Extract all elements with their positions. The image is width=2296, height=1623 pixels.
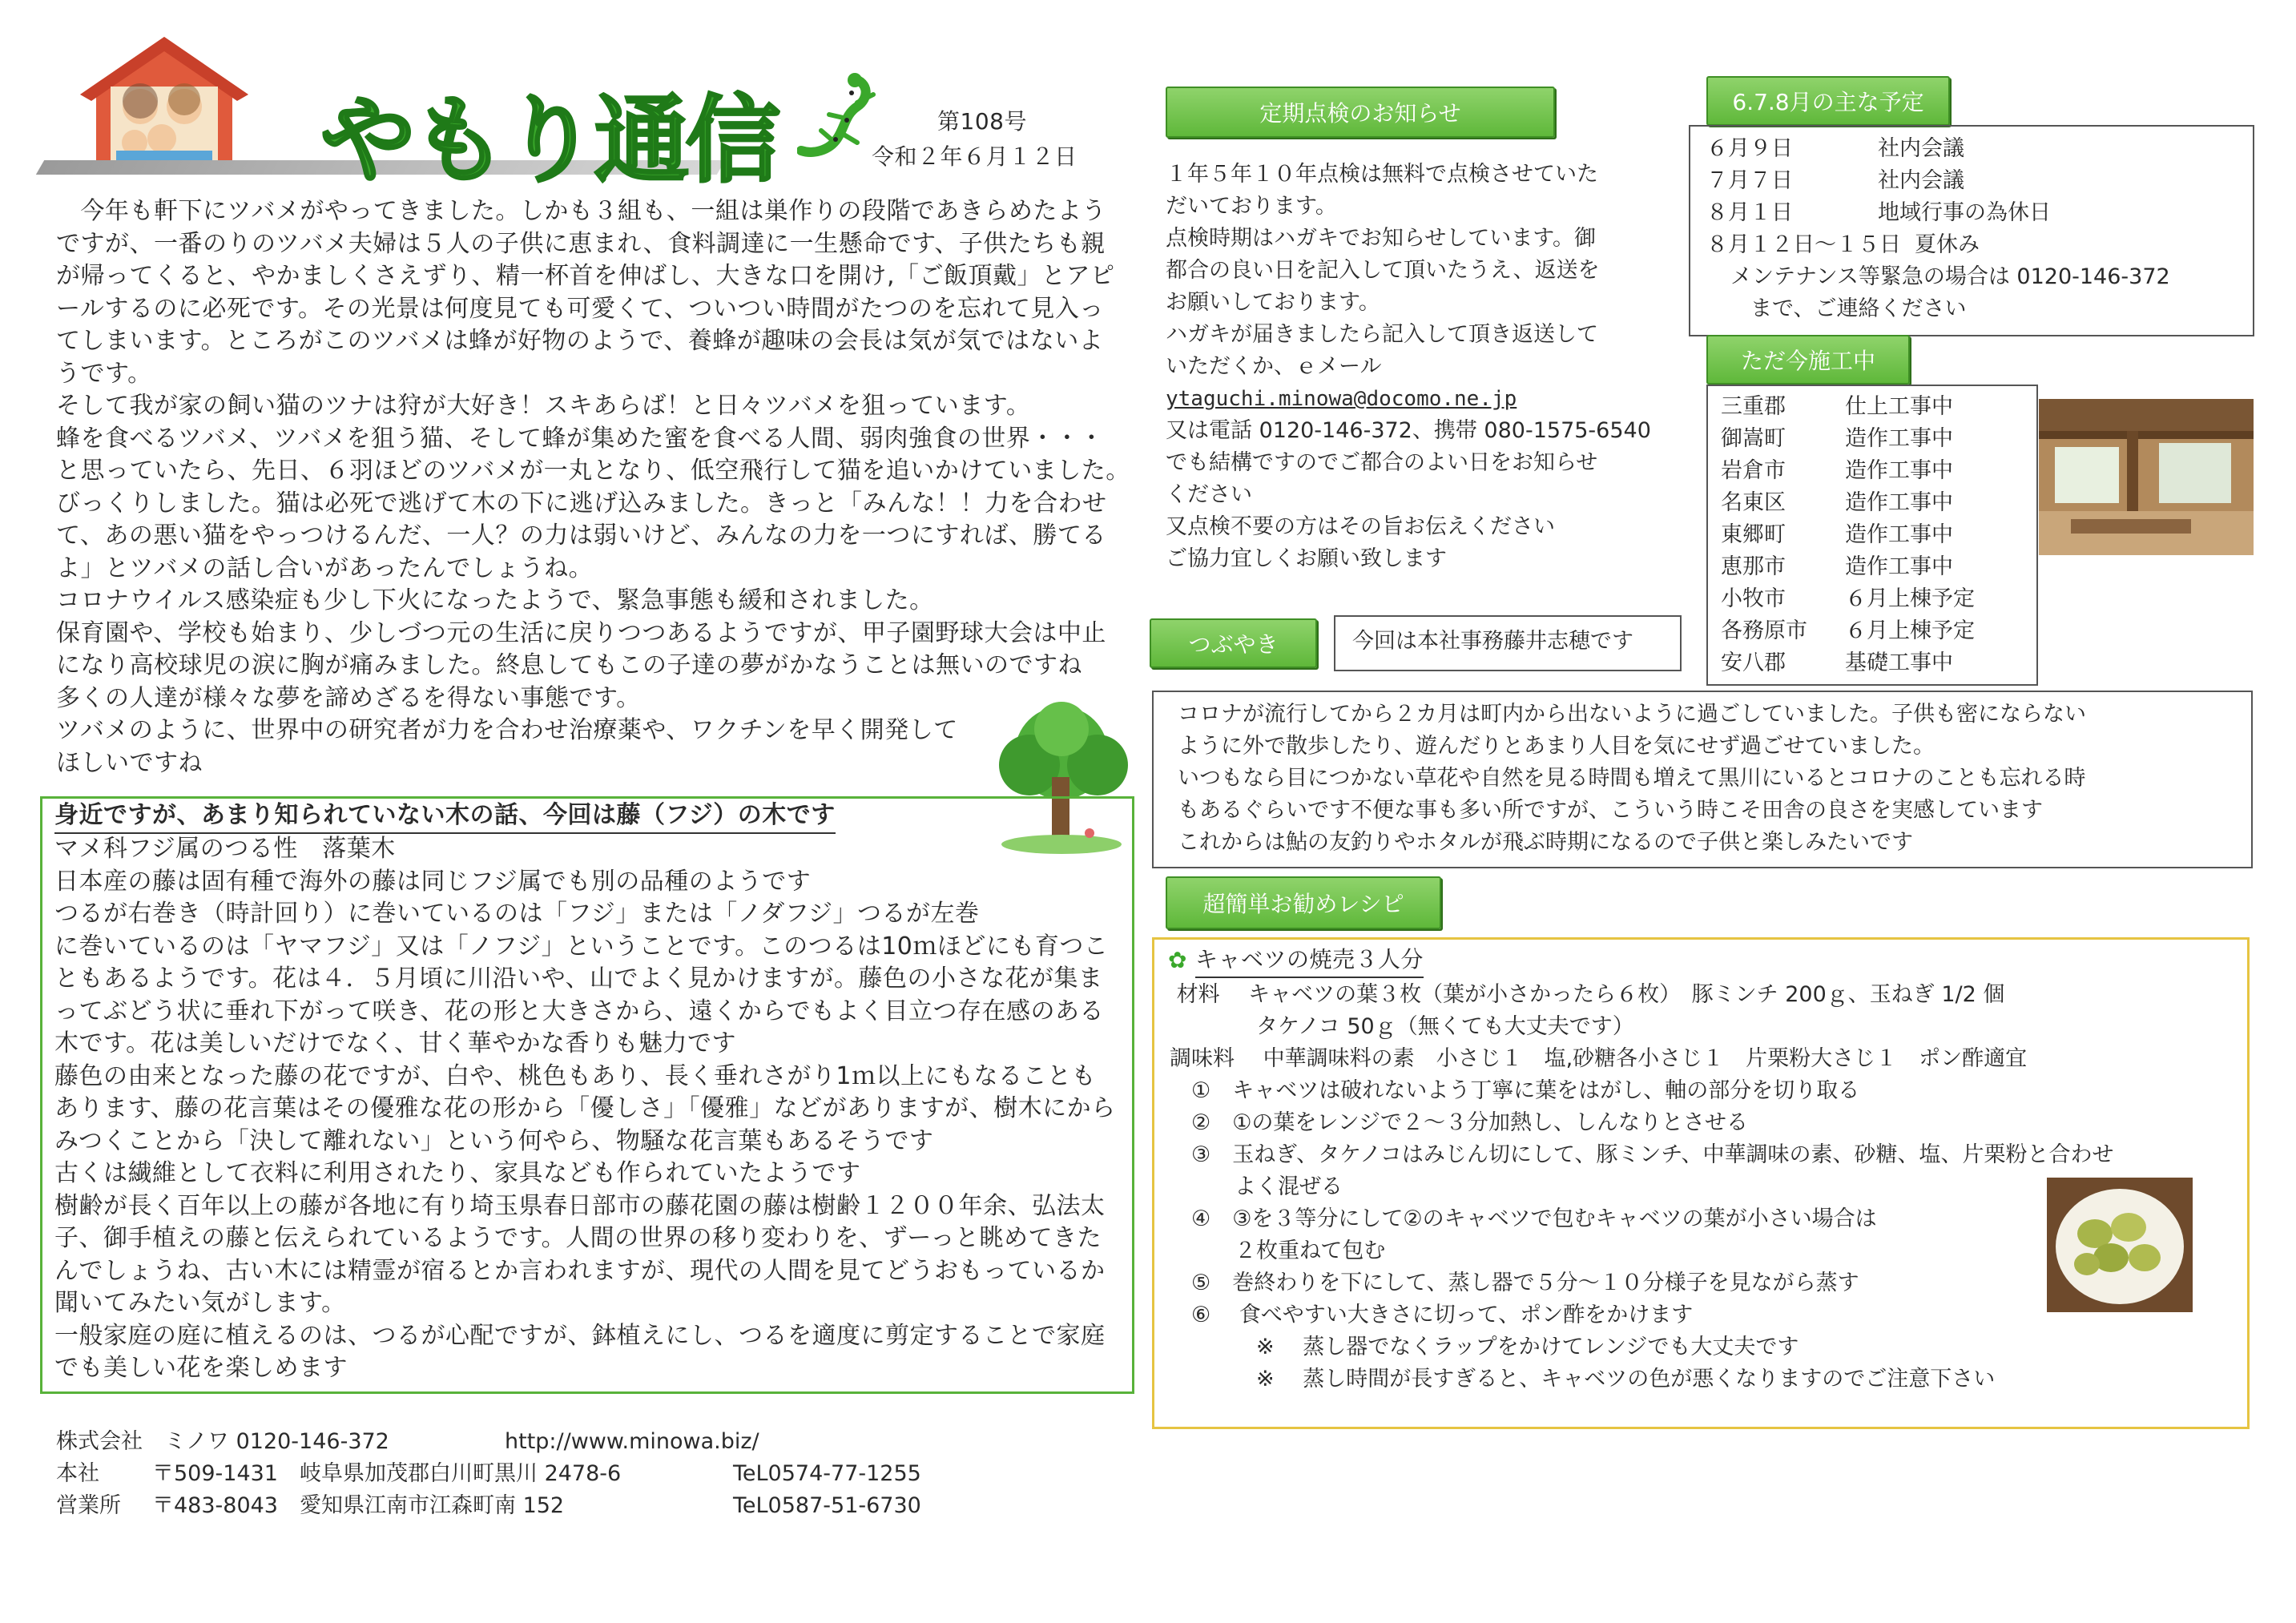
schedule-note: まで、ご連絡ください [1750,296,1967,321]
fuji-line: マメ科フジ属のつる性 落葉木 [54,835,396,863]
inspection-line: ハガキが届きましたら記入して頂き返送して [1166,322,1598,347]
footer-hq-tel: TeL0574-77-1255 [733,1461,921,1486]
footer-company: 株式会社 ミノワ 0120-146-372 [56,1429,389,1454]
construction-status: 造作工事中 [1845,458,1953,483]
inspection-line: 都合の良い日を記入して頂いたうえ、返送を [1166,258,1600,283]
recipe-photo [2047,1178,2193,1312]
construction-photo [2039,399,2254,555]
schedule-list [1706,133,2170,325]
schedule-date: ７月７日 [1706,168,1793,193]
fuji-line: 木です。花は美しいだけでなく、甘く華やかな香りも魅力です [54,1029,736,1057]
schedule-event: 夏休み [1915,232,1980,257]
tsubuyaki-line: ように外で散歩したり、遊んだりとあまり人目を気にせず過ごせていました。 [1178,734,1935,759]
main-line: が帰ってくると、やかましくさえずり、精一杯首を伸ばし、大きな口を開け,「ご飯頂戴」とアピ [56,262,1115,290]
construction-place: 小牧市 [1721,586,1786,611]
footer [56,1426,921,1522]
schedule-note: メンテナンス等緊急の場合は 0120-146-372 [1730,264,2170,289]
inspection-line: いただくか、ｅメール [1166,354,1382,379]
main-line: ですが、一番のりのツバメ夫婦は５人の子供に恵まれ、食料調達に一生懸命です、子供たちも親 [56,229,1106,258]
inspection-line: 点検時期はハガキでお知らせしています。御 [1166,226,1597,251]
inspection-line: ご協力宜しくお願い致します [1166,546,1447,571]
footer-office-label: 営業所 [56,1493,121,1518]
footer-office-address: 〒483-8043 愛知県江南市江森町南 152 [152,1493,565,1518]
inspection-line: だいております。 [1166,194,1337,219]
construction-status: ６月上棟予定 [1845,618,1975,643]
recipe-step: ⑥ 食べやすい大きさに切って、ポン酢をかけます [1170,1303,1694,1327]
recipe-body [1170,979,2113,1395]
inspection-email[interactable]: ytaguchi.minowa@docomo.ne.jp [1166,387,1517,411]
schedule-item [1706,133,2170,165]
recipe-step: ① キャベツは破れないよう丁寧に葉をはがし、軸の部分を切り取る [1170,1078,1860,1103]
schedule-date: ８月１日 [1706,200,1793,225]
inspection-tab: 定期点検のお知らせ [1166,87,1555,138]
fuji-line: ってぶどう状に垂れ下がって咲き、花の形と大きさから、遠くからでもよく目立つ存在感のある [54,997,1104,1025]
construction-list [1721,391,1975,679]
main-line: てしまいます。ところがこのツバメは蜂が好物のようで、養蜂が趣味の会長は気が気ではないよ [56,327,1104,355]
fuji-line: 一般家庭の庭に植えるのは、つるが心配ですが、鉢植えにし、つるを適度に剪定することで家庭 [54,1321,1106,1350]
main-line: うです。 [56,359,152,388]
recipe-line: タケノコ 50ｇ（無くても大丈夫です） [1170,1014,1634,1039]
schedule-date: ８月１２日～１５日 [1706,232,1901,257]
fuji-line: あります、藤の花言葉はその優雅な花の形から「優しさ」「優雅」などがありますが、樹木にから [54,1094,1116,1122]
schedule-item [1706,165,2170,197]
main-article [56,195,1130,779]
schedule-event: 社内会議 [1878,168,1964,193]
fuji-line: 樹齢が長く百年以上の藤が各地に有り埼玉県春日部市の藤花園の藤は樹齢１２００年余、弘法太 [54,1191,1106,1220]
main-line: 多くの人達が様々な夢を諦めざるを得ない事態です。 [56,683,641,712]
fuji-line: 子、御手植えの藤と伝えられているようです。人間の世界の移り変わりを、ずーっと眺めてきた [54,1224,1102,1252]
construction-tab: ただ今施工中 [1706,335,1910,385]
recipe-step: ⑤ 巻終わりを下にして、蒸し器で５分～１０分様子を見ながら蒸す [1170,1271,1859,1295]
tsubuyaki-line: もあるぐらいです不便な事も多い所ですが、こういう時こそ田舎の良さを実感しています [1178,798,2043,823]
main-line: びっくりしました。猫は必死で逃げて木の下に逃げ込みました。きっと「みんな！！力を合わせ [56,489,1107,518]
construction-place: 御嵩町 [1721,426,1786,451]
main-line: て、あの悪い猫をやっつけるんだ、一人？の力は弱いけど、みんなの力を一つにすれば、勝てる [56,522,1106,550]
construction-status: 造作工事中 [1845,490,1953,515]
footer-url: http://www.minowa.biz/ [505,1429,759,1454]
main-line: ほしいですね [56,748,203,777]
recipe-line: 調味料 中華調味料の素 小さじ１ 塩,砂糖各小さじ１ 片栗粉大さじ１ ポン酢適宜 [1170,1046,2028,1071]
fuji-line: に巻いているのは「ヤマフジ」又は「ノフジ」ということです。このつるは10ｍほどにも育つこ [54,932,1109,961]
main-line: ツバメのように、世界中の研究者が力を合わせ治療薬や、ワクチンを早く開発して [56,716,958,744]
main-line: になり高校球児の涙に胸が痛みました。終息してもこの子達の夢がかなうことは無いのですね [56,651,1082,679]
footer-hq-label: 本社 [56,1461,99,1486]
main-line: そして我が家の飼い猫のツナは狩が大好き！スキあらば！と日々ツバメを狙っています。 [56,392,1031,420]
tsubuyaki-line: コロナが流行してから２カ月は町内から出ないように過ごしていました。子供も密にならない [1178,702,2086,727]
inspection-line: お願いしております。 [1166,290,1380,315]
construction-place: 三重郡 [1721,394,1786,419]
recipe-title: キャベツの焼売３人分 [1195,944,1424,978]
issue-number: 第108号 [937,108,1027,135]
construction-place: 東郷町 [1721,522,1786,547]
recipe-line: 材料 キャベツの葉３枚（葉が小さかったら６枚） 豚ミンチ 200ｇ、玉ねぎ 1/2 個 [1170,982,2005,1007]
main-line: よ」とツバメの話し合いがあったんでしょうね。 [56,554,594,582]
inspection-notice [1166,159,1651,575]
fuji-line: 聞いてみたい気がします。 [54,1289,346,1317]
fuji-line: つるが右巻き（時計回り）に巻いているのは「フジ」または「ノダフジ」つるが左巻 [54,900,980,928]
main-line: 今年も軒下にツバメがやってきました。しかも３組も、一組は巣作りの段階であきらめたよう [56,197,1106,225]
main-line: 蜂を食べるツバメ、ツバメを狙う猫、そして蜂が集めた蜜を食べる人間、弱肉強食の世界・・・ [56,424,1104,453]
recipe-step: ③ 玉ねぎ、タケノコはみじん切にして、豚ミンチ、中華調味の素、砂糖、塩、片栗粉と合わせ [1170,1142,2114,1167]
schedule-date: ６月９日 [1706,136,1793,161]
inspection-line: ください [1166,482,1252,507]
construction-status: 造作工事中 [1845,426,1953,451]
tsubuyaki-text [1178,699,2086,859]
inspection-line: 又点検不要の方はその旨お伝えください [1166,514,1555,539]
construction-status: 造作工事中 [1845,522,1953,547]
recipe-note: ※ 蒸し時間が長すぎると、キャベツの色が悪くなりますのでご注意下さい [1170,1367,1996,1391]
inspection-line: 又は電話 0120-146-372、携帯 080-1575-6540 [1166,418,1651,443]
recipe-step: ２枚重ねて包む [1170,1238,1386,1263]
main-line: 保育園や、学校も始まり、少しづつ元の生活に戻りつつあるようですが、甲子園野球大会は中止 [56,618,1106,647]
construction-place: 岩倉市 [1721,458,1786,483]
inspection-line: でも結構ですのでご都合のよい日をお知らせ [1166,450,1598,475]
fuji-heading: 身近ですが、あまり知られていない木の話、今回は藤（フジ）の木です [54,799,836,834]
fuji-line: 古くは繊維として衣料に利用されたり、家具なども作られていたようです [54,1159,861,1187]
construction-place: 名東区 [1721,490,1786,515]
main-line: ールするのに必死です。その光景は何度見ても可愛くて、ついつい時間がたつのを忘れて見入っ [56,294,1104,323]
fuji-line: 藤色の由来となった藤の花ですが、白や、桃色もあり、長く垂れさがり1ｍ以上にもなることも [54,1061,1096,1090]
footer-hq-address: 〒509-1431 岐阜県加茂郡白川町黒川 2478-6 [152,1461,622,1486]
tsubuyaki-line: これからは鮎の友釣りやホタルが飛ぶ時期になるので子供と楽しみたいです [1178,830,1913,855]
recipe-note: ※ 蒸し器でなくラップをかけてレンジでも大丈夫です [1170,1335,1799,1359]
construction-status: ６月上棟予定 [1845,586,1975,611]
recipe-step: よく混ぜる [1170,1174,1343,1199]
schedule-item [1706,229,2170,261]
tsubuyaki-line: いつもなら目につかない草花や自然を見る時間も増えて黒川にいるとコロナのことも忘れる時 [1178,766,2086,791]
recipe-step: ④ ③を３等分にして②のキャベツで包むキャベツの葉が小さい場合は [1170,1206,1877,1231]
footer-office-tel: TeL0587-51-6730 [733,1493,921,1518]
schedule-event: 社内会議 [1878,136,1964,161]
inspection-line: １年５年１０年点検は無料で点検させていた [1166,162,1598,187]
fuji-line: ともあるようです。花は４．５月頃に川沿いや、山でよく見かけますが。藤色の小さな花が集ま [54,965,1103,993]
fuji-line: みつくことから「決して離れない」という何やら、物騒な花言葉もあるそうです [54,1126,934,1155]
construction-status: 造作工事中 [1845,554,1953,579]
main-line: コロナウイルス感染症も少し下火になったようで、緊急事態も緩和されました。 [56,586,934,614]
recipe-tab: 超簡単お勧めレシピ [1166,876,1441,929]
schedule-event: 地域行事の為休日 [1878,200,2051,225]
main-line: と思っていたら、先日、６羽ほどのツバメが一丸となり、低空飛行して猫を追いかけていました。 [56,457,1130,485]
house-logo [72,30,256,167]
flower-icon: ✿ [1168,947,1187,973]
construction-status: 仕上工事中 [1845,394,1953,419]
schedule-item [1706,197,2170,229]
fuji-line: 日本産の藤は固有種で海外の藤は同じフジ属でも別の品種のようです [54,867,812,896]
tsubuyaki-tab: つぶやき [1150,618,1317,668]
construction-place: 恵那市 [1721,554,1786,579]
schedule-tab: 6.7.8月の主な予定 [1706,76,1950,126]
fuji-article [54,833,1116,1385]
construction-place: 安八郡 [1721,650,1786,675]
fuji-line: んでしょうね、古い木には精霊が宿るとか言われますが、現代の人間を見てどうおもっているか [54,1256,1106,1285]
newsletter-title: やもり通信 [320,85,778,195]
issue-date: 令和２年６月１２日 [872,143,1078,170]
recipe-step: ② ①の葉をレンジで２～３分加熱し、しんなりとさせる [1170,1110,1749,1135]
construction-status: 基礎工事中 [1845,650,1953,675]
construction-place: 各務原市 [1721,618,1807,643]
tsubuyaki-caption: 今回は本社事務藤井志穂です [1352,629,1633,654]
fuji-line: でも美しい花を楽しめます [54,1354,348,1382]
